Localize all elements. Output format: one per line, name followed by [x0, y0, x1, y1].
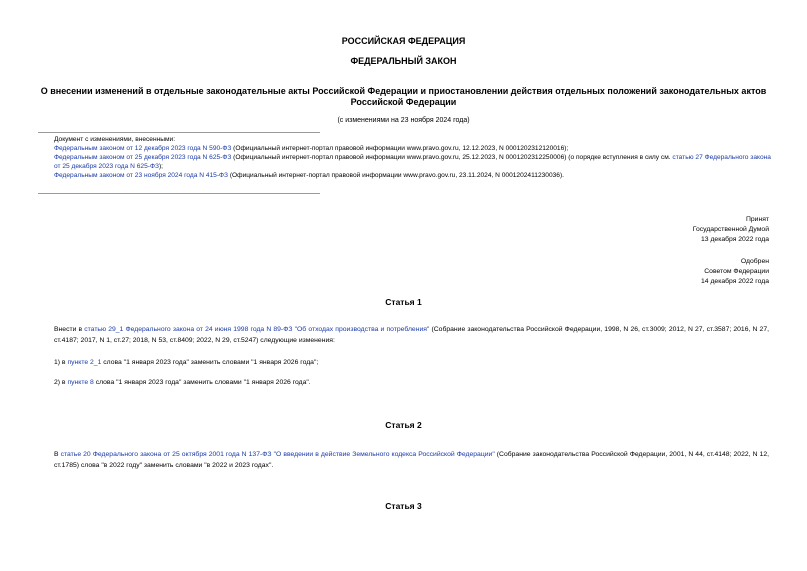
change-item-text-end: );	[158, 163, 163, 170]
adopted-date: 13 декабря 2022 года	[701, 236, 769, 243]
article-1-paragraph	[38, 324, 769, 346]
text-fragment: Внести в	[54, 326, 85, 333]
change-item	[38, 171, 773, 180]
changes-intro: Документ с изменениями, внесенными:	[54, 136, 176, 143]
changes-top-divider	[38, 132, 320, 133]
changes-bottom-divider	[38, 193, 320, 194]
article-1-item-1	[38, 357, 769, 368]
change-item	[38, 144, 773, 153]
adopted-block	[693, 215, 769, 245]
article-1-heading: Статья 1	[385, 297, 422, 307]
change-item-text: (Официальный интернет-портал правовой информации www.pravo.gov.ru, 23.11.2024, N 0001202411230036).	[228, 172, 564, 179]
approved-date: 14 декабря 2022 года	[701, 278, 769, 285]
change-link-590[interactable]: Федеральным законом от 12 декабря 2023 года N 590-ФЗ	[54, 145, 232, 152]
change-item-text: (Официальный интернет-портал правовой информации www.pravo.gov.ru, 12.12.2023, N 0001202312120016);	[231, 145, 569, 152]
link-article-20[interactable]: статье 20 Федерального закона от 25 октября 2001 года N 137-ФЗ "О введении в действие Земельного кодекса Российской Федерации"	[60, 451, 495, 458]
change-item-text: (Официальный интернет-портал правовой информации www.pravo.gov.ru, 25.12.2023, N 0001202312250006) (о порядке вступления в силу см.	[231, 154, 673, 161]
text-fragment: слова "1 января 2023 года" заменить словами "1 января 2026 года";	[101, 359, 319, 366]
change-link-625[interactable]: Федеральным законом от 25 декабря 2023 года N 625-ФЗ	[54, 154, 232, 161]
approved-line: Советом Федерации	[704, 268, 769, 275]
link-point-2-1[interactable]: пункте 2_1	[67, 359, 102, 366]
law-title: О внесении изменений в отдельные законодательные акты Российской Федерации и приостановлении действия отдельных положений законодательных актов Российской Федерации	[40, 86, 767, 107]
approved-line: Одобрен	[740, 258, 769, 265]
text-fragment: слова "1 января 2023 года" заменить словами "1 января 2026 года".	[93, 379, 311, 386]
change-link-article-27[interactable]: статью 27 Федерального закона от 25 декабря 2023 года N 625-ФЗ	[54, 154, 771, 170]
country-heading: РОССИЙСКАЯ ФЕДЕРАЦИЯ	[341, 36, 466, 46]
changes-block	[38, 135, 773, 180]
edition-note: (с изменениями на 23 ноября 2024 года)	[337, 117, 470, 124]
text-fragment: В	[54, 451, 61, 458]
article-3-heading: Статья 3	[385, 501, 422, 511]
article-2-paragraph	[38, 449, 769, 471]
law-type-heading: ФЕДЕРАЛЬНЫЙ ЗАКОН	[350, 56, 457, 66]
change-item	[38, 153, 773, 171]
adopted-line: Государственной Думой	[692, 226, 769, 233]
text-fragment: 1) в	[54, 359, 68, 366]
link-point-8[interactable]: пункте 8	[67, 379, 94, 386]
text-fragment: 2) в	[54, 379, 68, 386]
text-fragment: (Собрание законодательства Российской Федерации, 2001, N 44, ст.4148; 2022, N 12, ст.1785) слова "в 2022 году" заменить словами "в 2022 и 2023 годах".	[54, 451, 769, 469]
link-article-29-1[interactable]: статью 29_1 Федерального закона от 24 июня 1998 года N 89-ФЗ "Об отходах производства и потребления"	[84, 326, 430, 333]
article-2-heading: Статья 2	[385, 420, 422, 430]
adopted-line: Принят	[745, 216, 769, 223]
approved-block	[701, 257, 769, 287]
text-fragment: (Собрание законодательства Российской Федерации, 1998, N 26, ст.3009; 2012, N 27, ст.3587; 2016, N 27, ст.4187; 2017, N 1, ст.27; 2018, N 53, ст.8409; 2022, N 29, ст.5247) следующие изменения:	[54, 326, 769, 344]
article-1-item-2	[38, 377, 769, 388]
change-link-415[interactable]: Федеральным законом от 23 ноября 2024 года N 415-ФЗ	[54, 172, 229, 179]
